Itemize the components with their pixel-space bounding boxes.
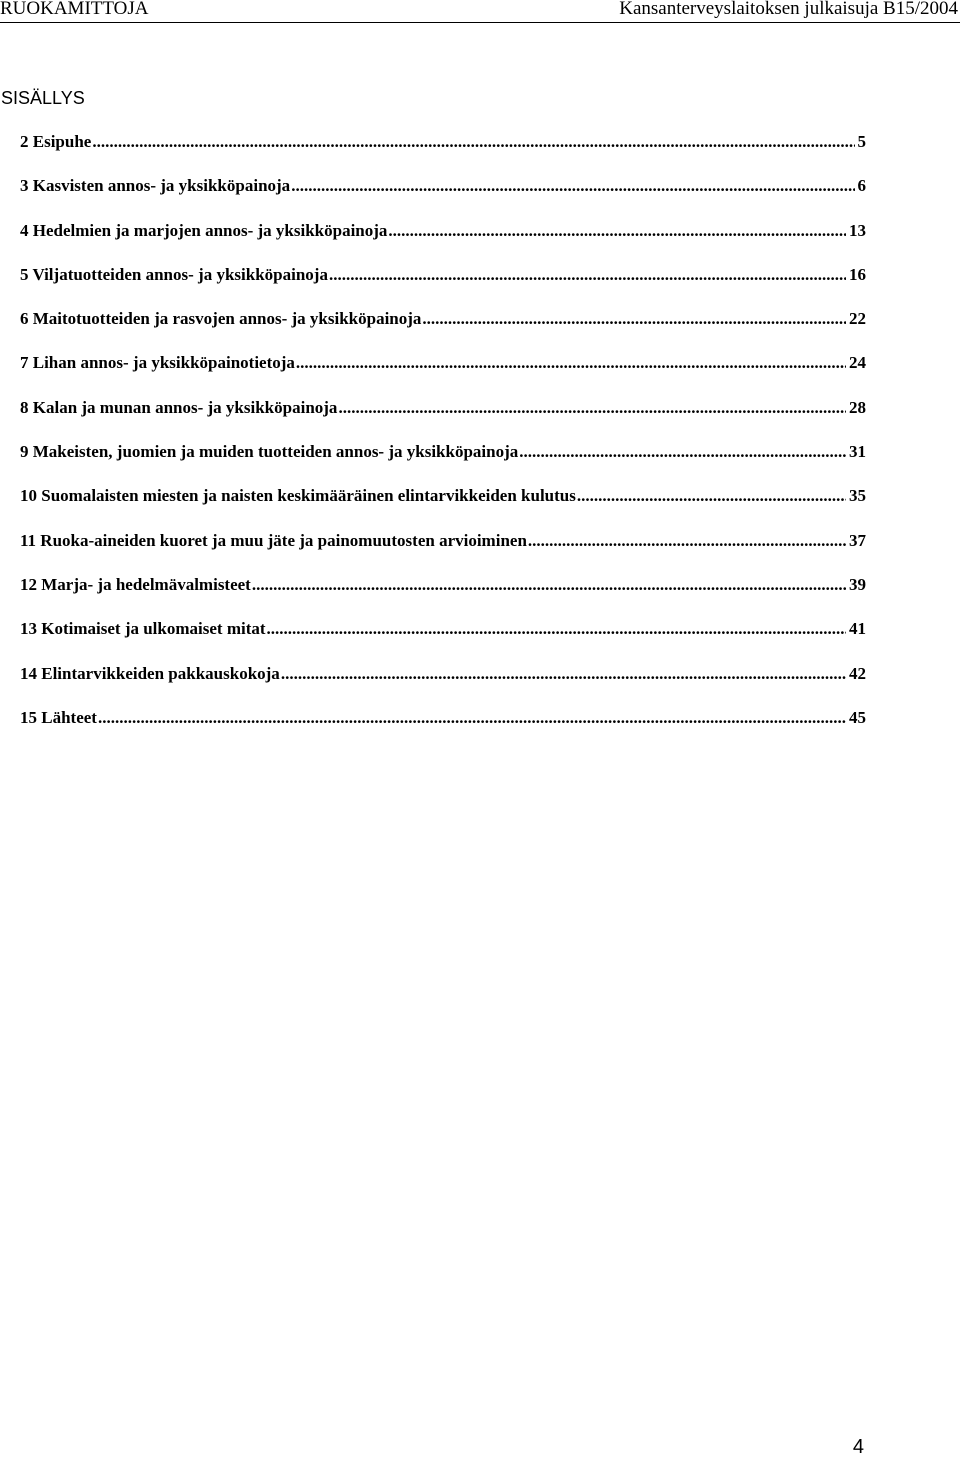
toc-entry[interactable] [20, 707, 866, 751]
toc-entry-page: 45 [849, 707, 866, 727]
toc-dot-leader [291, 175, 854, 197]
page-header [0, 0, 960, 22]
toc-entry-page: 28 [849, 397, 866, 417]
toc-entry-title: 13 Kotimaiset ja ulkomaiset mitat [20, 619, 266, 639]
toc-entry[interactable] [20, 175, 866, 219]
toc-dot-leader [329, 264, 846, 286]
toc-entry[interactable] [20, 131, 866, 175]
toc-dot-leader [296, 352, 846, 374]
running-title: RUOKAMITTOJA [0, 0, 149, 19]
toc-entry-title: 15 Lähteet [20, 707, 97, 727]
publication-series: Kansanterveyslaitoksen julkaisuja B15/2004 [619, 0, 958, 19]
table-of-contents [20, 131, 866, 751]
toc-heading: SISÄLLYS [1, 88, 85, 108]
toc-entry-page: 24 [849, 353, 866, 373]
toc-entry[interactable] [20, 220, 866, 264]
page-number: 4 [852, 1436, 864, 1458]
toc-entry[interactable] [20, 441, 866, 485]
toc-dot-leader [98, 707, 846, 729]
toc-entry-title: 2 Esipuhe [20, 132, 92, 151]
toc-entry-page: 37 [849, 530, 866, 550]
toc-entry[interactable] [20, 574, 866, 618]
toc-entry[interactable] [20, 618, 866, 662]
toc-entry-page: 31 [849, 442, 866, 462]
toc-dot-leader [528, 530, 846, 552]
toc-entry-title: 14 Elintarvikkeiden pakkauskokoja [20, 663, 280, 683]
toc-dot-leader [577, 485, 846, 507]
toc-entry[interactable] [20, 663, 866, 707]
toc-entry[interactable] [20, 530, 866, 574]
toc-entry-title: 11 Ruoka-aineiden kuoret ja muu jäte ja painomuutosten arvioiminen [20, 530, 527, 550]
toc-entry-page: 42 [849, 663, 866, 683]
toc-dot-leader [92, 131, 854, 153]
toc-entry-title: 9 Makeisten, juomien ja muiden tuotteiden annos- ja yksikköpainoja [20, 442, 519, 462]
toc-dot-leader [267, 618, 846, 640]
toc-entry-page: 39 [849, 574, 866, 594]
toc-dot-leader [422, 308, 846, 330]
toc-entry-page: 5 [857, 132, 866, 151]
toc-entry-page: 16 [849, 264, 866, 284]
toc-entry[interactable] [20, 264, 866, 308]
toc-entry-page: 13 [849, 220, 866, 240]
toc-entry-title: 8 Kalan ja munan annos- ja yksikköpainoja [20, 397, 338, 417]
toc-entry-page: 41 [849, 619, 866, 639]
toc-dot-leader [338, 397, 846, 419]
toc-entry-title: 6 Maitotuotteiden ja rasvojen annos- ja yksikköpainoja [20, 309, 422, 329]
toc-entry-title: 7 Lihan annos- ja yksikköpainotietoja [20, 353, 295, 373]
toc-dot-leader [519, 441, 846, 463]
toc-entry[interactable] [20, 397, 866, 441]
toc-entry-page: 35 [849, 486, 866, 506]
toc-dot-leader [252, 574, 846, 596]
toc-entry[interactable] [20, 485, 866, 529]
toc-entry-title: 4 Hedelmien ja marjojen annos- ja yksikköpainoja [20, 220, 388, 240]
toc-entry[interactable] [20, 352, 866, 396]
toc-entry-title: 5 Viljatuotteiden annos- ja yksikköpainoja [20, 264, 328, 284]
toc-entry[interactable] [20, 308, 866, 352]
header-divider [0, 22, 960, 23]
toc-entry-title: 3 Kasvisten annos- ja yksikköpainoja [20, 176, 291, 196]
toc-entry-title: 10 Suomalaisten miesten ja naisten keskimääräinen elintarvikkeiden kulutus [20, 486, 576, 506]
toc-entry-title: 12 Marja- ja hedelmävalmisteet [20, 574, 251, 594]
toc-dot-leader [388, 220, 846, 242]
toc-entry-page: 6 [857, 176, 866, 196]
toc-dot-leader [281, 663, 846, 685]
toc-entry-page: 22 [849, 309, 866, 329]
